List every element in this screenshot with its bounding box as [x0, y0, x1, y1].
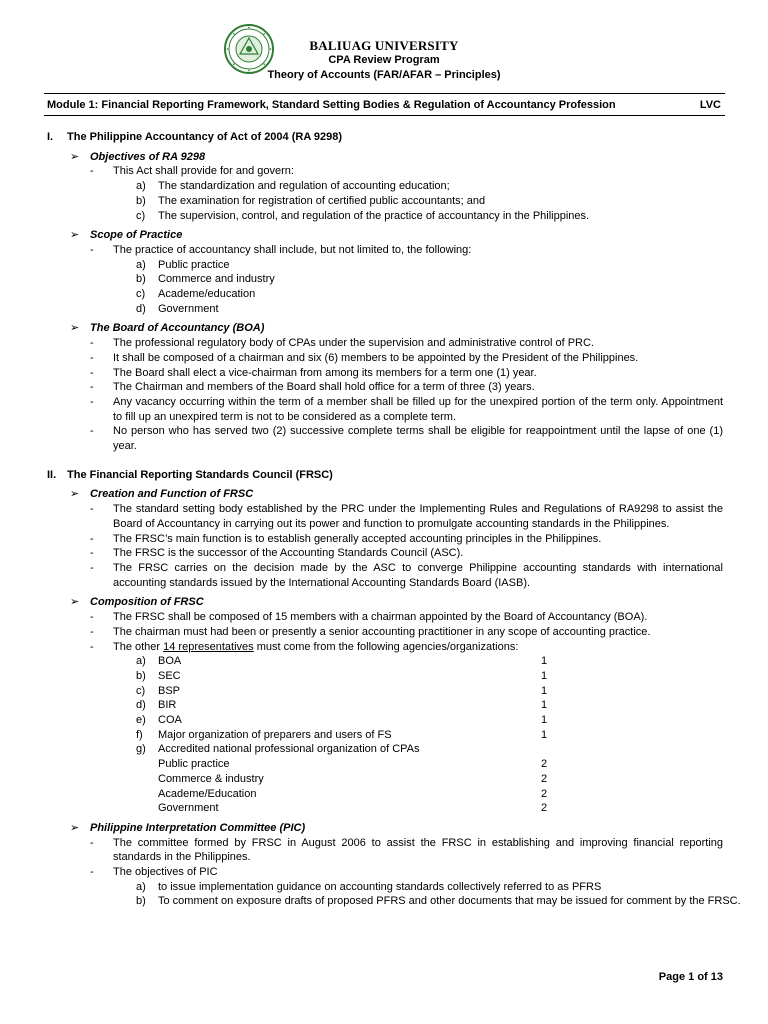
lettered-item — [136, 272, 768, 287]
item-letter: g) — [136, 743, 146, 756]
list-item — [90, 532, 723, 547]
item-letter: d) — [136, 699, 146, 712]
representative-row — [136, 742, 550, 757]
subsection-heading — [70, 228, 768, 243]
lettered-item — [136, 209, 768, 224]
section-title: The Philippine Accountancy of Act of 2004 (RA 9298) — [67, 131, 343, 143]
representative-row — [136, 698, 550, 713]
lettered-item-text: to issue implementation guidance on accounting standards collectively referred to as PFRS — [158, 880, 602, 893]
document-body — [0, 130, 768, 909]
agency-name: Academe/Education — [158, 787, 257, 800]
dash-marker: - — [90, 425, 94, 438]
representative-row — [136, 757, 550, 772]
program-name: CPA Review Program — [328, 54, 440, 66]
list-item-text: The Chairman and members of the Board shall hold office for a term of three (3) years. — [113, 381, 535, 394]
list-item-text: The FRSC’s main function is to establish generally accepted accounting principles in the Philippines. — [113, 532, 602, 545]
representative-row — [136, 713, 550, 728]
list-item-text: The FRSC carries on the decision made by the ASC to converge Philippine accounting standards with international accounting standards issued by the International Accounting Standards Board (IASB). — [113, 561, 723, 589]
item-letter: c) — [136, 209, 146, 222]
representative-count: 1 — [541, 669, 548, 682]
university-name: BALIUAG UNIVERSITY — [309, 38, 459, 53]
list-item — [90, 640, 723, 655]
representative-count: 1 — [541, 699, 548, 712]
lettered-item-text: Commerce and industry — [158, 273, 275, 286]
subject-title: Theory of Accounts (FAR/AFAR – Principles) — [267, 69, 501, 81]
arrow-bullet-icon: ➢ — [70, 821, 80, 834]
subsection-heading — [70, 487, 768, 502]
item-letter: c) — [136, 288, 146, 301]
section-number: II. — [47, 468, 57, 481]
dash-marker: - — [90, 395, 94, 408]
list-item — [90, 380, 723, 395]
item-letter: c) — [136, 684, 146, 697]
dash-marker: - — [90, 381, 94, 394]
representative-row — [136, 728, 550, 743]
arrow-bullet-icon: ➢ — [70, 488, 80, 501]
arrow-bullet-icon: ➢ — [70, 596, 80, 609]
arrow-bullet-icon: ➢ — [70, 150, 80, 163]
item-letter: b) — [136, 669, 146, 682]
list-item — [90, 561, 723, 590]
item-letter: e) — [136, 714, 146, 727]
list-item — [90, 336, 723, 351]
representative-row — [136, 801, 550, 816]
representative-row — [136, 684, 550, 699]
header-rule-top — [44, 93, 725, 94]
list-item-text: This Act shall provide for and govern: — [113, 165, 294, 178]
section-title: The Financial Reporting Standards Council (FRSC) — [67, 468, 333, 481]
list-item — [90, 164, 723, 179]
page-number: Page 1 of 13 — [658, 971, 723, 983]
list-item — [90, 865, 723, 880]
list-item-text: The professional regulatory body of CPAs under the supervision and administrative control of PRC. — [113, 337, 594, 350]
agency-name: BSP — [158, 684, 181, 697]
list-item — [90, 243, 723, 258]
dash-marker: - — [90, 351, 94, 364]
list-item-text: The standard setting body established by the PRC under the Implementing Rules and Regulations of RA9298 to assist the Board of Accountancy in carrying out its power and function to promulgate accounting standards in the Philippines. — [113, 503, 723, 530]
subsection-title: Philippine Interpretation Committee (PIC) — [90, 821, 306, 834]
list-item — [90, 836, 723, 865]
representative-row — [136, 772, 550, 787]
dash-marker: - — [90, 866, 94, 879]
representative-row — [136, 787, 550, 802]
subsection-title: The Board of Accountancy (BOA) — [90, 322, 265, 335]
representative-row — [136, 654, 550, 669]
item-letter: b) — [136, 273, 146, 286]
list-item-text — [113, 640, 723, 655]
text-after: must come from the following agencies/organizations: — [253, 640, 519, 653]
list-item-text: The FRSC shall be composed of 15 members with a chairman appointed by the Board of Accountancy (BOA). — [113, 611, 648, 624]
subsection-heading — [70, 595, 768, 610]
list-item — [90, 546, 723, 561]
lettered-item-text: Public practice — [158, 258, 230, 271]
agency-name: Commerce & industry — [158, 772, 264, 785]
list-item-text: The Board shall elect a vice-chairman from among its members for a term one (1) year. — [113, 366, 537, 379]
item-letter: a) — [136, 180, 146, 193]
list-item-text: The practice of accountancy shall include, but not limited to, the following: — [113, 243, 472, 256]
representative-count: 2 — [541, 802, 548, 815]
lettered-item-text: To comment on exposure drafts of proposed PFRS and other documents that may be issued for comment by the FRSC. — [158, 895, 741, 908]
lettered-item-text: The supervision, control, and regulation of the practice of accountancy in the Philippines. — [158, 209, 590, 222]
list-item — [90, 610, 723, 625]
lettered-item — [136, 302, 768, 317]
list-item-text: No person who has served two (2) successive complete terms shall be eligible for reappointment until the lapse of one (1) year. — [113, 425, 723, 453]
author-initials: LVC — [699, 99, 721, 111]
lettered-item — [136, 179, 768, 194]
item-letter: d) — [136, 302, 146, 315]
agency-name: Government — [158, 802, 219, 815]
list-item — [90, 366, 723, 381]
representative-count: 1 — [541, 655, 548, 668]
section-spacer — [0, 454, 768, 468]
subsection-title: Objectives of RA 9298 — [90, 150, 206, 163]
list-item-text: The objectives of PIC — [113, 866, 218, 879]
underlined-text: 14 representatives — [163, 640, 254, 653]
section-number: I. — [47, 131, 54, 143]
agency-name: COA — [158, 714, 182, 727]
item-letter: a) — [136, 655, 146, 668]
list-item — [90, 625, 723, 640]
subsection-heading — [70, 821, 768, 836]
lettered-item-text: Government — [158, 302, 219, 315]
subsection-title: Composition of FRSC — [90, 596, 204, 609]
lettered-item — [136, 258, 768, 273]
representative-count: 1 — [541, 728, 548, 741]
lettered-item — [136, 894, 768, 909]
subsection-heading — [70, 321, 768, 336]
dash-marker: - — [90, 337, 94, 350]
dash-marker: - — [90, 165, 94, 178]
representative-row — [136, 669, 550, 684]
representative-count: 2 — [541, 772, 548, 785]
subsection-title: Creation and Function of FRSC — [90, 488, 254, 501]
dash-marker: - — [90, 640, 94, 653]
lettered-item — [136, 194, 768, 209]
agency-name: BOA — [158, 655, 182, 668]
dash-marker: - — [90, 561, 94, 574]
item-letter: b) — [136, 194, 146, 207]
dash-marker: - — [90, 625, 94, 638]
dash-marker: - — [90, 836, 94, 849]
list-item — [90, 502, 723, 531]
module-title-row — [47, 99, 723, 111]
subsection-title: Scope of Practice — [90, 229, 183, 242]
lettered-item-text: Academe/education — [158, 288, 256, 301]
lettered-item-text: The examination for registration of certified public accountants; and — [158, 194, 486, 207]
list-item — [90, 395, 723, 424]
lettered-item-text: The standardization and regulation of accounting education; — [158, 180, 450, 193]
representative-count: 2 — [541, 758, 548, 771]
list-item — [90, 351, 723, 366]
representative-count: 1 — [541, 684, 548, 697]
list-item-text: The chairman must had been or presently a senior accounting practitioner in any scope of accounting practice. — [113, 625, 651, 638]
list-item-text: The committee formed by FRSC in August 2006 to assist the FRSC in establishing and improving financial reporting standards in the Philippines. — [113, 836, 723, 864]
agency-name: Major organization of preparers and users of FS — [158, 728, 392, 741]
list-item-text: It shall be composed of a chairman and six (6) members to be appointed by the President of the Philippines. — [113, 351, 639, 364]
representative-count: 2 — [541, 787, 548, 800]
dash-marker: - — [90, 366, 94, 379]
item-letter: b) — [136, 895, 146, 908]
list-item-text: The FRSC is the successor of the Accounting Standards Council (ASC). — [113, 547, 464, 560]
item-letter: a) — [136, 880, 146, 893]
section-heading — [47, 468, 768, 483]
dash-marker: - — [90, 532, 94, 545]
dash-marker: - — [90, 611, 94, 624]
item-letter: f) — [136, 728, 143, 741]
subsection-heading — [70, 150, 768, 165]
agency-name: Accredited national professional organization of CPAs — [158, 743, 420, 756]
agency-name: BIR — [158, 699, 177, 712]
header-rule-bottom — [44, 115, 725, 116]
dash-marker: - — [90, 547, 94, 560]
section-heading — [47, 130, 768, 145]
lettered-item — [136, 287, 768, 302]
agency-name: SEC — [158, 669, 181, 682]
arrow-bullet-icon: ➢ — [70, 322, 80, 335]
arrow-bullet-icon: ➢ — [70, 229, 80, 242]
dash-marker: - — [90, 503, 94, 516]
module-title: Module 1: Financial Reporting Framework, Standard Setting Bodies & Regulation of Accountancy Profession — [47, 99, 616, 111]
dash-marker: - — [90, 243, 94, 256]
list-item-text: Any vacancy occurring within the term of a member shall be filled up for the unexpired portion of the term only. Appointment to fill up an unexpired term is not to be considered as a complete term. — [113, 395, 723, 423]
item-letter: a) — [136, 258, 146, 271]
lettered-item — [136, 880, 768, 895]
agency-name: Public practice — [158, 758, 230, 771]
representative-count: 1 — [541, 714, 548, 727]
list-item — [90, 424, 723, 453]
text-before: The other — [113, 640, 164, 653]
